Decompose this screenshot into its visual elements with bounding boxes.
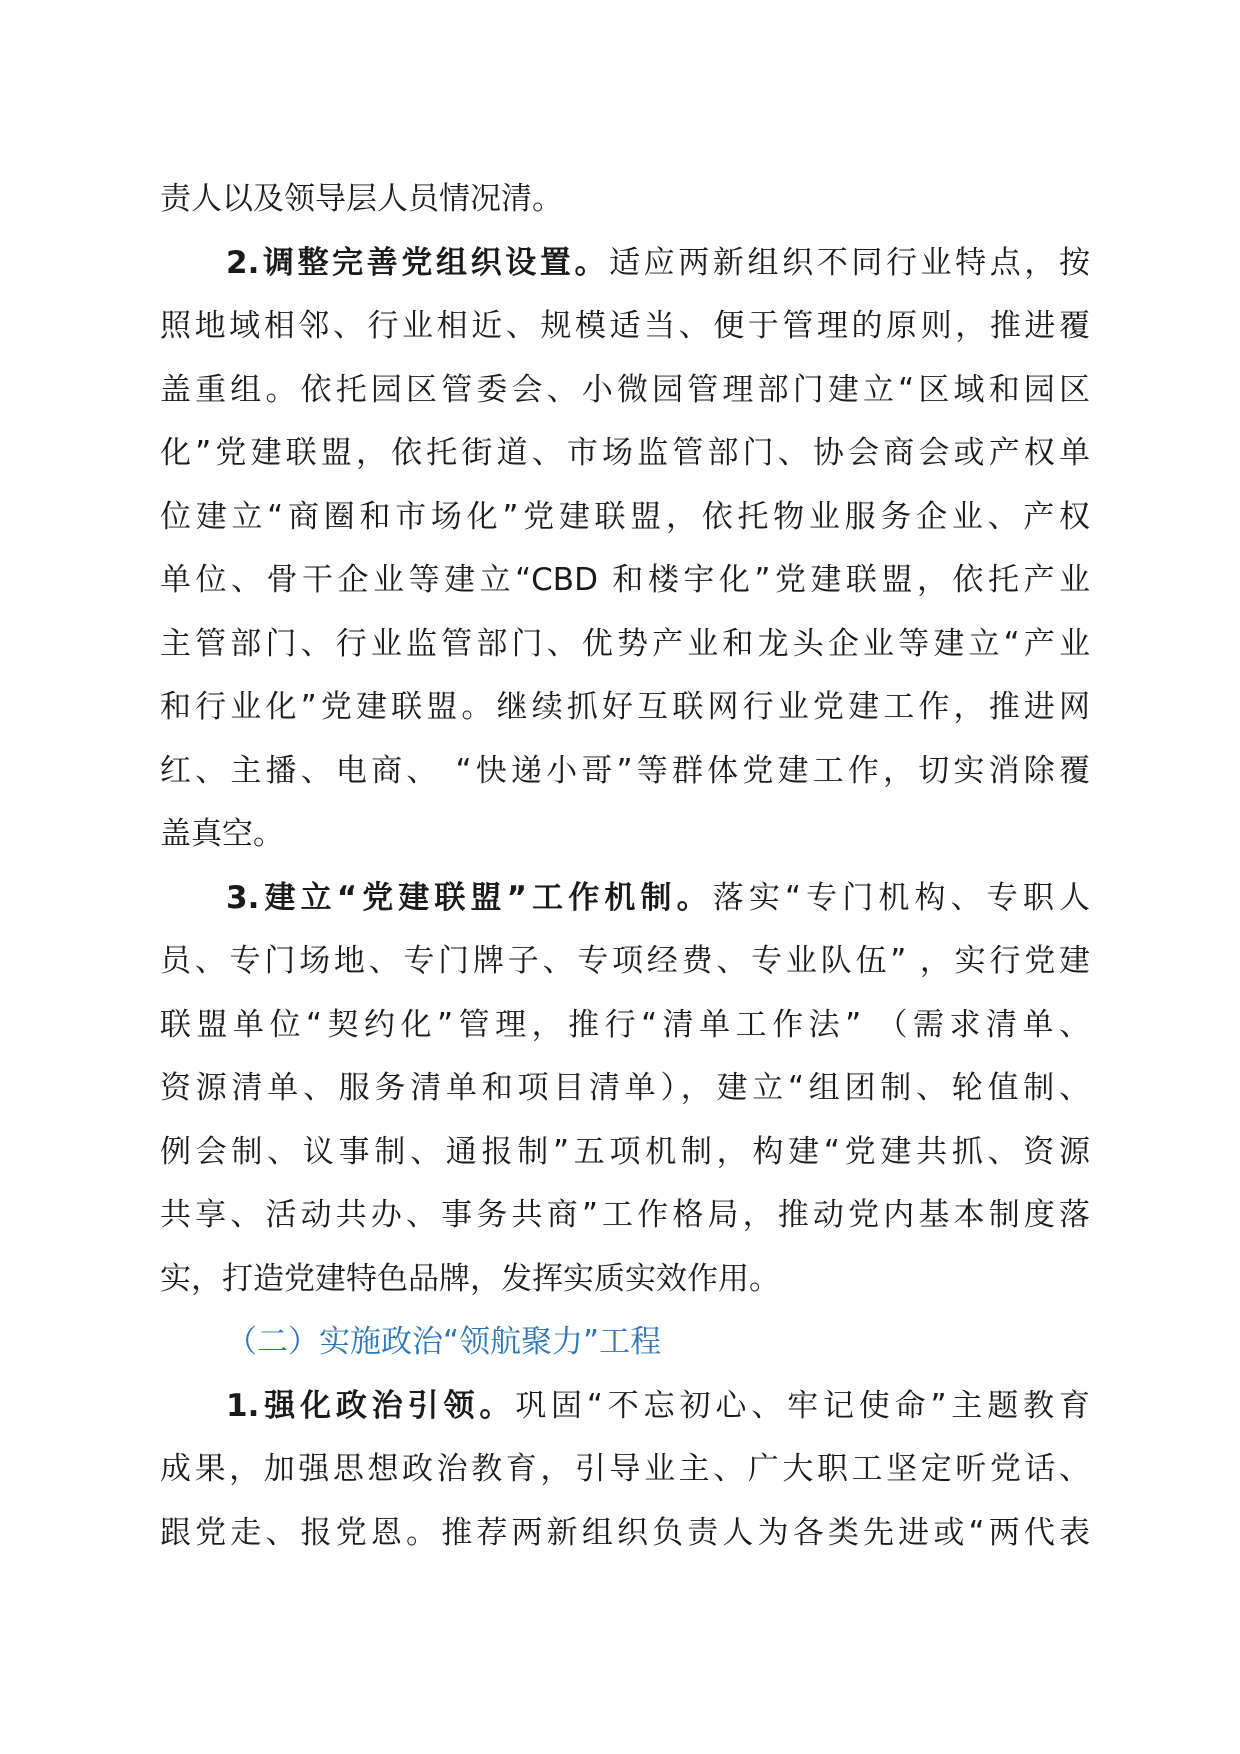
- paragraph-line: 红、主播、电商、 “快递小哥”等群体党建工作，切实消除覆: [160, 752, 1090, 789]
- paragraph-line: [160, 867, 1090, 931]
- text-run: 落实“专门机构、专职人: [712, 879, 1090, 916]
- paragraph-line: 员、专门场地、专门牌子、专项经费、专业队伍” ，实行党建: [160, 943, 1090, 979]
- paragraph-line: 例会制、议事制、通报制”五项机制，构建“党建共抓、资源: [160, 1133, 1090, 1170]
- paragraph-line: 和行业化”党建联盟。继续抓好互联网行业党建工作，推进网: [160, 689, 1090, 725]
- paragraph-line: 盖重组。依托园区管委会、小微园管理部门建立“区域和园区: [160, 371, 1090, 408]
- text-run: 适应两新组织不同行业特点，按: [609, 244, 1090, 281]
- section-heading: （二）实施政治“领航聚力”工程: [226, 1324, 662, 1360]
- paragraph-line: 盖真空。: [160, 816, 284, 852]
- paragraph-line: 跟党走、报党恩。推荐两新组织负责人为各类先进或“两代表: [160, 1514, 1090, 1551]
- paragraph-line: 联盟单位“契约化”管理，推行“清单工作法” （需求清单、: [160, 1006, 1090, 1043]
- paragraph-line: 化”党建联盟，依托街道、市场监管部门、协会商会或产权单: [160, 435, 1090, 471]
- paragraph-line: [160, 1375, 1090, 1439]
- text-run: 巩固“不忘初心、牢记使命”主题教育: [515, 1387, 1090, 1424]
- paragraph-line: 照地域相邻、行业相近、规模适当、便于管理的原则，推进覆: [160, 308, 1090, 344]
- item-title-2: 2.调整完善党组织设置。: [226, 244, 610, 281]
- paragraph-line: 主管部门、行业监管部门、优势产业和龙头企业等建立“产业: [160, 625, 1090, 662]
- paragraph-line: 单位、骨干企业等建立“CBD 和楼宇化”党建联盟，依托产业: [160, 562, 1090, 598]
- item-title-3: 3.建立“党建联盟”工作机制。: [226, 879, 713, 916]
- paragraph-line: [160, 168, 1090, 232]
- paragraph-line: 实，打造党建特色品牌，发挥实质实效作用。: [160, 1260, 780, 1297]
- paragraph-line: 位建立“商圈和市场化”党建联盟，依托物业服务企业、产权: [160, 498, 1090, 535]
- paragraph-line: 资源清单、服务清单和项目清单），建立“组团制、轮值制、: [160, 1070, 1090, 1106]
- text-run: 责人以及领导层人员情况清。: [160, 181, 563, 217]
- paragraph-line: 成果，加强思想政治教育，引导业主、广大职工坚定听党话、: [160, 1451, 1090, 1487]
- document-body: [160, 168, 1090, 1565]
- paragraph-line: 共享、活动共办、事务共商”工作格局，推动党内基本制度落: [160, 1197, 1090, 1233]
- item-title-1: 1.强化政治引领。: [226, 1387, 516, 1424]
- paragraph-line: [160, 232, 1090, 296]
